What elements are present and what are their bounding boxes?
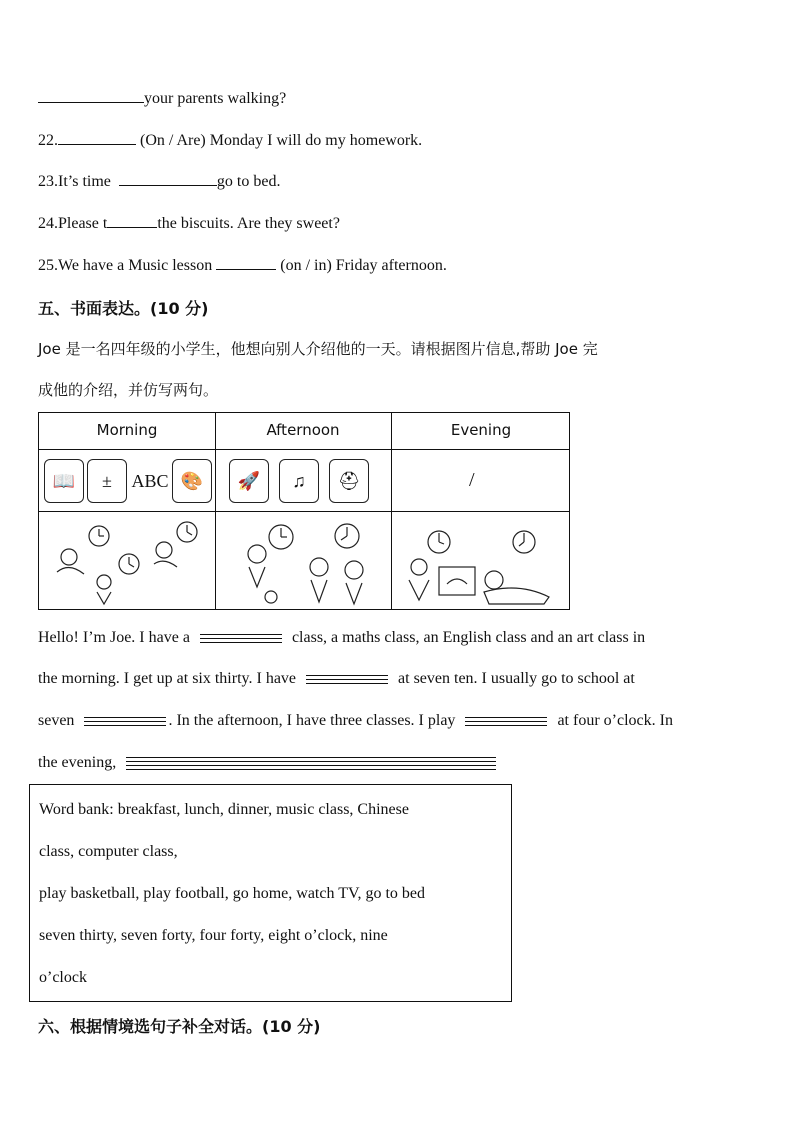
answer-blank[interactable] bbox=[84, 714, 166, 729]
passage-line-3: seven . In the afternoon, I have three classes. I play at four o’clock. In bbox=[38, 712, 673, 729]
section-5-instruction-2: 成他的介绍，并仿写两句。 bbox=[38, 381, 219, 399]
question-21: your parents walking? bbox=[38, 88, 286, 108]
answer-blank[interactable] bbox=[465, 714, 547, 729]
answer-blank[interactable] bbox=[216, 255, 276, 270]
answer-blank[interactable] bbox=[200, 631, 282, 646]
word-bank-line: Word bank: breakfast, lunch, dinner, music class, Chinese bbox=[39, 801, 409, 818]
answer-blank[interactable] bbox=[38, 88, 144, 103]
question-23: 23.It’s time go to bed. bbox=[38, 173, 281, 190]
music-notes-icon: ♫ bbox=[279, 459, 319, 503]
word-bank-line: class, computer class, bbox=[39, 843, 178, 860]
word-bank-line: play basketball, play football, go home, watch TV, go to bed bbox=[39, 885, 425, 902]
question-25: 25.We have a Music lesson (on / in) Friday afternoon. bbox=[38, 257, 447, 274]
palette-icon: 🎨 bbox=[172, 459, 212, 503]
abc-letters-icon: ABC bbox=[131, 470, 169, 491]
question-22: 22. (On / Are) Monday I will do my homework. bbox=[38, 132, 423, 149]
answer-blank[interactable] bbox=[107, 213, 157, 228]
book-icon: 📖 bbox=[44, 459, 84, 503]
section-6-heading: 六、根据情境选句子补全对话。(10 分) bbox=[38, 1017, 321, 1036]
section-5-instruction-1: Joe 是一名四年级的小学生，他想向别人介绍他的一天。请根据图片信息,帮助 Joe 完 bbox=[38, 340, 598, 358]
header-afternoon: Afternoon bbox=[266, 421, 340, 439]
answer-blank[interactable] bbox=[126, 754, 496, 773]
header-morning: Morning bbox=[96, 421, 158, 439]
passage-line-2: the morning. I get up at six thirty. I have at seven ten. I usually go to school at bbox=[38, 670, 635, 687]
passage-line-1: Hello! I’m Joe. I have a class, a maths class, an English class and an art class in bbox=[38, 629, 646, 646]
helmet-icon: ⛑ bbox=[329, 459, 369, 503]
answer-blank[interactable] bbox=[119, 171, 217, 186]
answer-blank[interactable] bbox=[306, 672, 388, 687]
section-5-heading: 五、书面表达。(10 分) bbox=[38, 299, 209, 318]
question-24: 24.Please t the biscuits. Are they sweet? bbox=[38, 215, 340, 232]
picture-table bbox=[38, 412, 570, 610]
math-symbols-icon: ± bbox=[87, 459, 127, 503]
word-bank-line: o’clock bbox=[39, 969, 87, 986]
word-bank-box bbox=[29, 784, 512, 1002]
passage-line-4: the evening, bbox=[38, 754, 496, 773]
header-evening: Evening bbox=[450, 421, 512, 439]
word-bank-line: seven thirty, seven forty, four forty, eight o’clock, nine bbox=[39, 927, 388, 944]
evening-mark: / bbox=[469, 469, 475, 491]
answer-blank[interactable] bbox=[58, 130, 136, 145]
football-icon bbox=[265, 591, 277, 603]
rocket-icon: 🚀 bbox=[229, 459, 269, 503]
scene-illustrations bbox=[39, 512, 569, 609]
